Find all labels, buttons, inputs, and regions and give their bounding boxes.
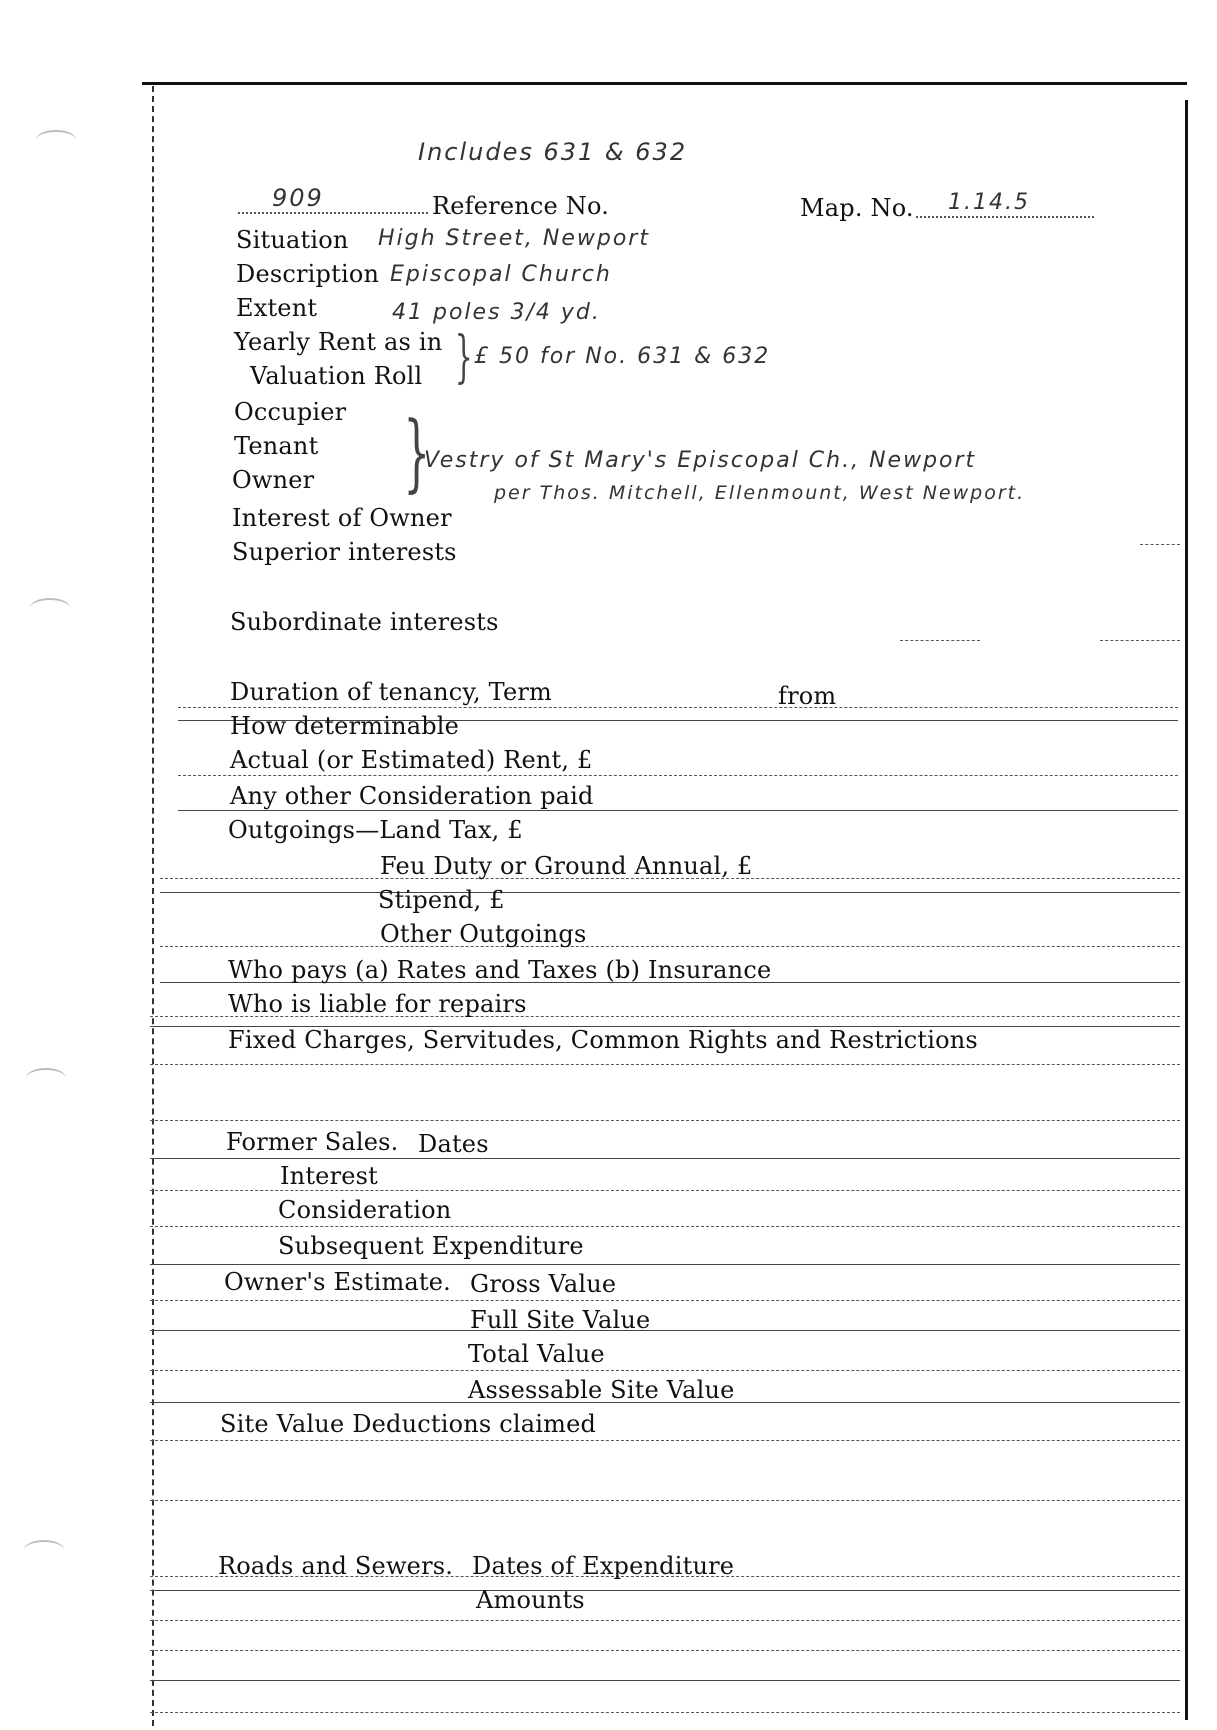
rule-line xyxy=(150,1370,1180,1371)
rule-line xyxy=(150,1590,1180,1591)
who-liable-label: Who is liable for repairs xyxy=(228,990,527,1018)
rule-line xyxy=(150,1120,1180,1121)
total-value-label: Total Value xyxy=(468,1340,605,1368)
top-border xyxy=(142,82,1187,85)
rule-line xyxy=(150,1620,1180,1621)
punch-hole-mark xyxy=(24,1540,64,1560)
occupier-label: Occupier xyxy=(234,398,347,426)
former-sales-dates-label: Dates xyxy=(418,1130,489,1158)
tenant-label: Tenant xyxy=(234,432,319,460)
rule-line xyxy=(900,640,980,641)
former-interest-label: Interest xyxy=(280,1162,379,1190)
dates-of-expenditure-label: Dates of Expenditure xyxy=(472,1552,735,1580)
former-consideration-label: Consideration xyxy=(278,1196,452,1224)
yearly-rent-brace: } xyxy=(454,325,473,390)
fixed-charges-label: Fixed Charges, Servitudes, Common Rights and Restrictions xyxy=(228,1026,978,1054)
amounts-label: Amounts xyxy=(476,1586,585,1614)
extent-label: Extent xyxy=(236,294,318,322)
rule-line xyxy=(150,1402,1180,1403)
punch-hole-mark xyxy=(30,598,70,618)
yearly-rent-label-line1: Yearly Rent as in xyxy=(234,328,443,356)
rule-line xyxy=(150,1226,1180,1227)
rule-line xyxy=(150,1190,1180,1191)
feu-duty-label: Feu Duty or Ground Annual, £ xyxy=(380,852,753,880)
punch-hole-mark xyxy=(36,130,76,150)
from-label: from xyxy=(778,682,837,710)
site-value-deductions-label: Site Value Deductions claimed xyxy=(220,1410,597,1438)
occupier-owner-brace: } xyxy=(403,403,431,501)
description-label: Description xyxy=(236,260,380,288)
map-no-label: Map. No. xyxy=(800,194,914,222)
rule-line xyxy=(150,1330,1180,1331)
extent-value: 41 poles 3/4 yd. xyxy=(392,300,601,325)
rule-line xyxy=(150,1064,1180,1065)
reference-no-label: Reference No. xyxy=(432,192,610,220)
subordinate-interests-label: Subordinate interests xyxy=(230,608,499,636)
rule-line xyxy=(150,1680,1180,1681)
rule-line xyxy=(1100,640,1180,641)
owners-estimate-label: Owner's Estimate. xyxy=(224,1268,451,1296)
stipend-label: Stipend, £ xyxy=(378,886,505,914)
punch-hole-mark xyxy=(26,1068,66,1088)
yearly-rent-value: £ 50 for No. 631 & 632 xyxy=(474,344,771,369)
other-consideration-label: Any other Consideration paid xyxy=(230,782,594,810)
gross-value-label: Gross Value xyxy=(470,1270,617,1298)
rule-line xyxy=(178,707,1178,708)
rule-line xyxy=(150,1264,1180,1265)
subsequent-expenditure-label: Subsequent Expenditure xyxy=(278,1232,584,1260)
superior-interests-label: Superior interests xyxy=(232,538,457,566)
handwritten-includes-note: Includes 631 & 632 xyxy=(418,138,688,166)
rule-line xyxy=(178,775,1178,776)
rule-line xyxy=(150,1440,1180,1441)
map-no-dotline xyxy=(916,216,1094,218)
assessable-site-value-label: Assessable Site Value xyxy=(468,1376,735,1404)
owner-label: Owner xyxy=(232,466,315,494)
description-value: Episcopal Church xyxy=(390,262,612,287)
interest-of-owner-label: Interest of Owner xyxy=(232,504,452,532)
situation-label: Situation xyxy=(236,226,349,254)
former-sales-label: Former Sales. xyxy=(226,1128,399,1156)
full-site-value-label: Full Site Value xyxy=(470,1306,651,1334)
rule-line xyxy=(178,810,1178,811)
right-border xyxy=(1185,100,1188,1720)
who-pays-label: Who pays (a) Rates and Taxes (b) Insurance xyxy=(228,956,772,984)
how-determinable-label: How determinable xyxy=(230,712,460,740)
other-outgoings-label: Other Outgoings xyxy=(380,920,587,948)
yearly-rent-label-line2: Valuation Roll xyxy=(250,362,423,390)
situation-value: High Street, Newport xyxy=(378,226,650,251)
rule-line xyxy=(150,1650,1180,1651)
owner-value-line2: per Thos. Mitchell, Ellenmount, West Newport. xyxy=(494,482,1026,504)
reference-no-dotline xyxy=(238,212,428,214)
actual-rent-label: Actual (or Estimated) Rent, £ xyxy=(230,746,593,774)
duration-label: Duration of tenancy, Term xyxy=(230,678,553,706)
rule-line xyxy=(150,1712,1180,1713)
roads-and-sewers-label: Roads and Sewers. xyxy=(218,1552,454,1580)
rule-line xyxy=(1140,544,1180,545)
outgoings-land-tax-label: Outgoings—Land Tax, £ xyxy=(228,816,523,844)
left-margin-edge xyxy=(152,86,154,1726)
reference-no-value: 909 xyxy=(272,184,324,212)
rule-line xyxy=(150,1158,1180,1159)
map-no-value: 1.14.5 xyxy=(948,190,1030,215)
owner-value-line1: Vestry of St Mary's Episcopal Ch., Newport xyxy=(424,448,977,473)
rule-line xyxy=(160,892,1180,893)
rule-line xyxy=(160,946,1180,947)
rule-line xyxy=(150,1500,1180,1501)
rule-line xyxy=(150,1300,1180,1301)
